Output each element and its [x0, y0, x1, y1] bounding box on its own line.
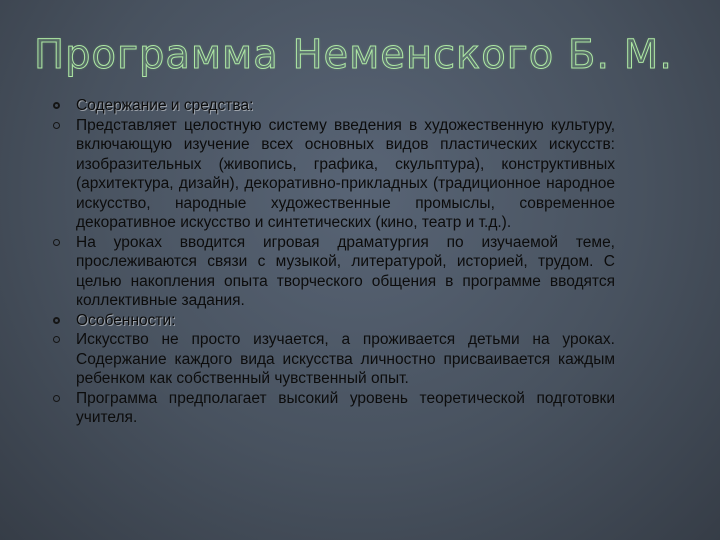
slide-title: Программа Неменского Б. М. — [34, 32, 673, 78]
circle-bullet-icon — [53, 336, 60, 343]
list-item-text: На уроках вводится игровая драматургия по изучаемой теме, прослеживаются связи с музыкой, литературой, историей, трудом. С целью накопления опыта творческого общения в программе вводятся коллективные задания. — [76, 233, 615, 309]
list-item — [50, 233, 615, 311]
list-item-text: Представляет целостную систему введения в художественную культуру, включающую изучение всех основных видов пластических искусств: изобразительных (живопись, графика, скульптура), конструктивных (архитектура, дизайн), декоративно-прикладных (традиционное народное искусство, народные художественные промыслы, современное декоративное искусство и синтетических (кино, театр и т.д.). — [76, 116, 615, 231]
circle-bullet-icon — [53, 395, 60, 402]
list-item — [50, 330, 615, 389]
circle-bullet-icon — [53, 102, 60, 109]
list-item — [50, 389, 615, 428]
circle-bullet-icon — [53, 239, 60, 246]
list-item-heading-content — [50, 96, 615, 116]
circle-bullet-icon — [53, 122, 60, 129]
list-item-text: Содержание и средства: — [76, 97, 254, 114]
bullet-list — [50, 96, 615, 428]
list-item-text: Искусство не просто изучается, а проживается детьми на уроках. Содержание каждого вида искусства личностно присваивается каждым ребенком как собственный чувственный опыт. — [76, 331, 615, 387]
list-item — [50, 116, 615, 233]
list-item-heading-features — [50, 311, 615, 331]
list-item-text: Программа предполагает высокий уровень теоретической подготовки учителя. — [76, 389, 615, 426]
list-item-text: Особенности: — [76, 311, 176, 329]
circle-bullet-icon — [53, 317, 60, 324]
